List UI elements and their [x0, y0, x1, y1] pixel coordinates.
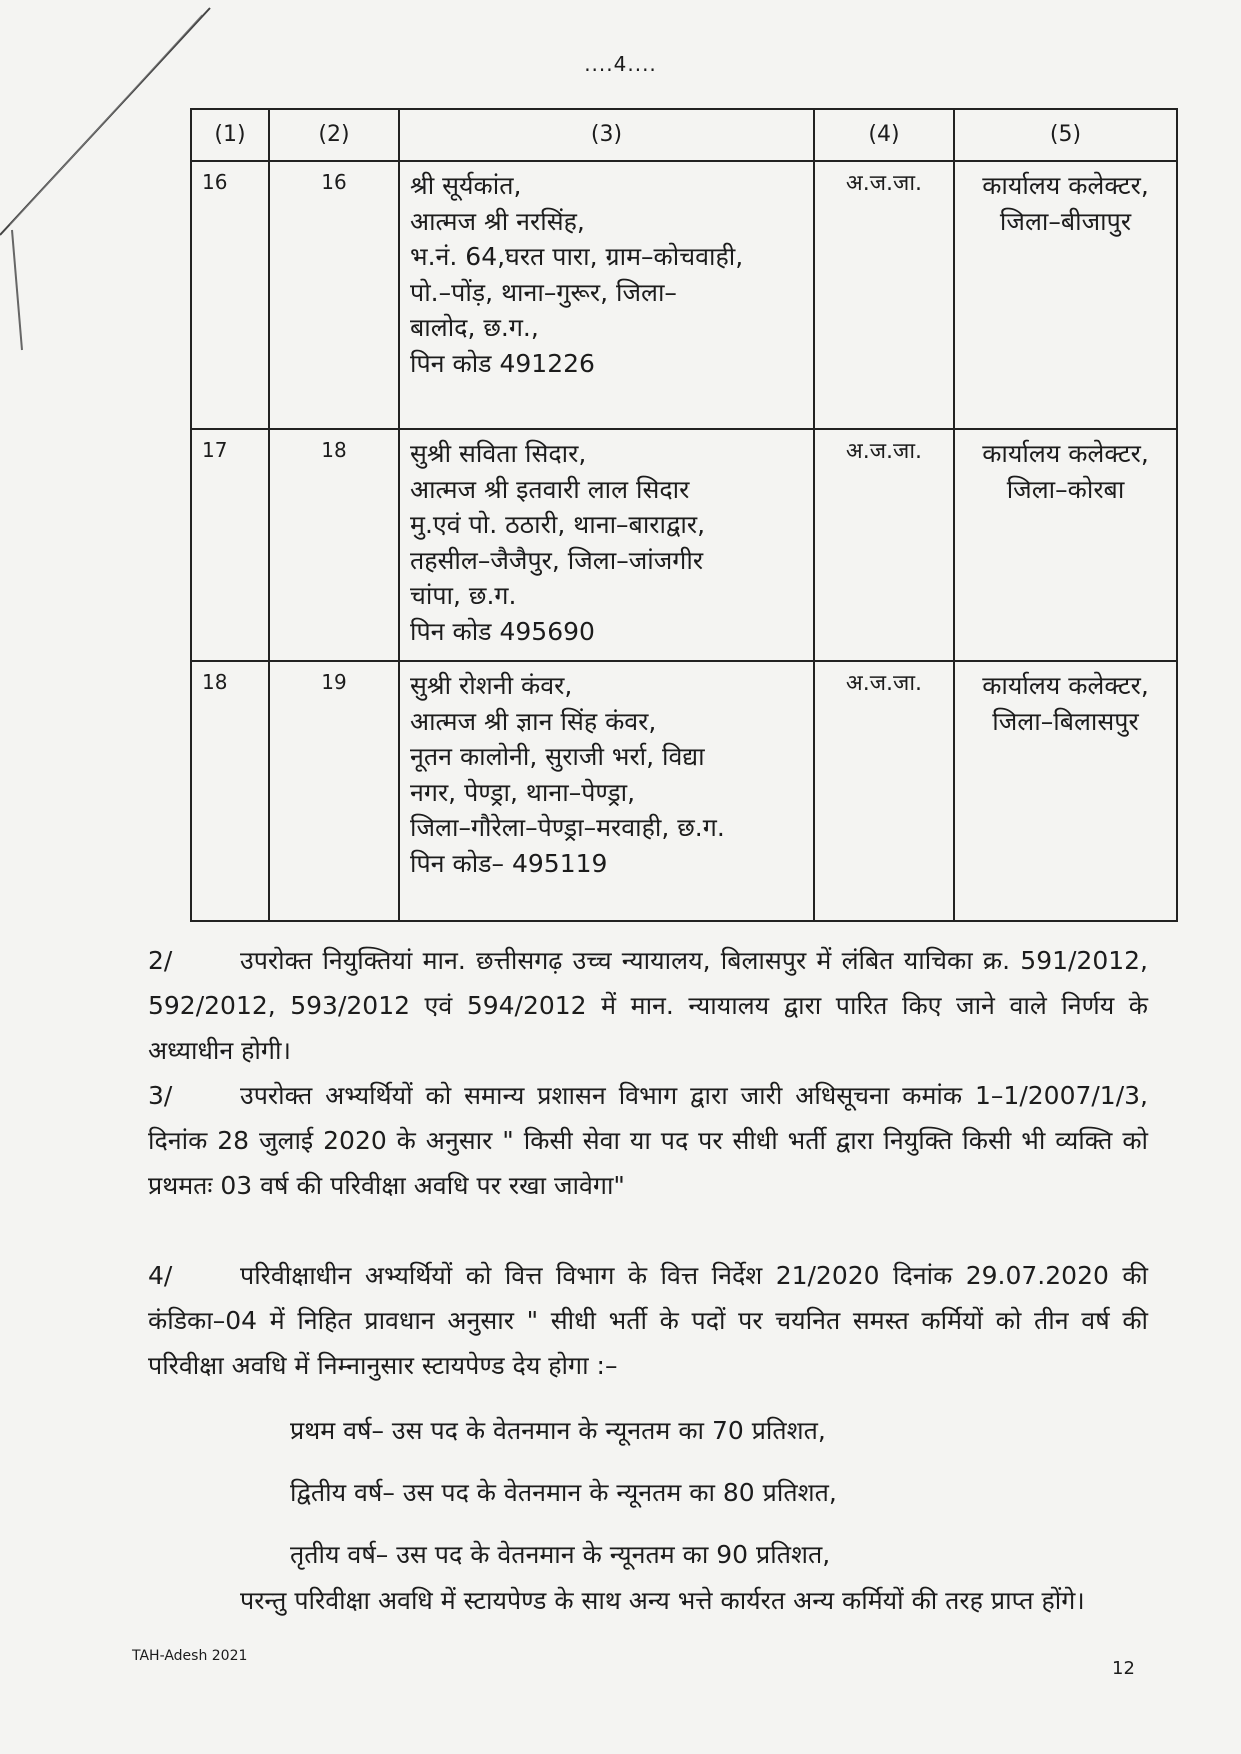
stipend-item: तृतीय वर्ष– उस पद के वेतनमान के न्यूनतम का 90 प्रतिशत, [290, 1540, 831, 1569]
address-line: पिन कोड 495690 [410, 616, 595, 646]
paragraph-text: उपरोक्त नियुक्तियां मान. छत्तीसगढ़ उच्च न्यायालय, बिलासपुर में लंबित याचिका क्र. 591/2012, 592/2012, 593/2012 एवं 594/2012 में मान. न्यायालय द्वारा पारित किए जाने वाले निर्णय के अध्याधीन होगी। [148, 946, 1148, 1065]
address-line: आत्मज श्री ज्ञान सिंह कंवर, [410, 706, 657, 736]
address-line: जिला–गौरेला–पेण्ड्रा–मरवाही, छ.ग. [410, 813, 725, 842]
address-line: नूतन कालोनी, सुराजी भर्रा, विद्या [410, 742, 705, 771]
address-line: मु.एवं पो. ठठारी, थाना–बाराद्वार, [410, 510, 706, 539]
paragraph-4 [148, 1253, 1148, 1388]
paragraph-number: 3/ [148, 1081, 173, 1110]
serial-cell: 16 [191, 161, 269, 429]
column-header: (4) [814, 109, 954, 161]
address-line: तहसील–जैजैपुर, जिला–जांजगीर [410, 545, 704, 575]
category-cell: अ.ज.जा. [814, 429, 954, 661]
office-cell [954, 429, 1177, 661]
stipend-item: द्वितीय वर्ष– उस पद के वेतनमान के न्यूनतम का 80 प्रतिशत, [290, 1478, 837, 1507]
table-row [191, 661, 1177, 921]
candidate-table [190, 108, 1178, 922]
address-line: पिन कोड– 495119 [410, 848, 608, 878]
page-number: 12 [1112, 1658, 1135, 1679]
address-cell [399, 661, 814, 921]
paragraph-2 [148, 938, 1148, 1073]
address-cell [399, 161, 814, 429]
closing-paragraph: परन्तु परिवीक्षा अवधि में स्टायपेण्ड के साथ अन्य भत्ते कार्यरत अन्य कर्मियों की तरह प्राप्त होंगे। [240, 1586, 1085, 1615]
column-header: (2) [269, 109, 399, 161]
column-header: (3) [399, 109, 814, 161]
paragraph-text: उपरोक्त अभ्यर्थियों को समान्य प्रशासन विभाग द्वारा जारी अधिसूचना कमांक 1–1/2007/1/3, दिनांक 28 जुलाई 2020 के अनुसार " किसी सेवा या पद पर सीधी भर्ती द्वारा नियुक्ति किसी भी व्यक्ति को प्रथमतः 03 वर्ष की परिवीक्षा अवधि पर रखा जावेगा" [148, 1081, 1148, 1200]
table-header-row [191, 109, 1177, 161]
office-line: कार्यालय कलेक्टर, [982, 671, 1149, 700]
address-line: सुश्री सविता सिदार, [410, 439, 587, 468]
address-line: आत्मज श्री नरसिंह, [410, 206, 585, 236]
table-row [191, 429, 1177, 661]
address-line: पो.–पोंड़, थाना–गुरूर, जिला– [410, 277, 677, 307]
paragraph-number: 4/ [148, 1261, 173, 1290]
address-cell [399, 429, 814, 661]
office-line: कार्यालय कलेक्टर, [982, 171, 1149, 200]
merit-no-cell: 16 [269, 161, 399, 429]
address-line: नगर, पेण्ड्रा, थाना–पेण्ड्रा, [410, 777, 636, 807]
address-line: आत्मज श्री इतवारी लाल सिदार [410, 474, 690, 504]
address-line: श्री सूर्यकांत, [410, 171, 522, 200]
address-line: पिन कोड 491226 [410, 348, 595, 378]
paragraph-number: 2/ [148, 946, 173, 975]
address-line: चांपा, छ.ग. [410, 581, 517, 610]
office-line: कार्यालय कलेक्टर, [982, 439, 1149, 468]
office-cell [954, 661, 1177, 921]
office-line: जिला–बीजापुर [999, 206, 1132, 236]
address-line: बालोद, छ.ग., [410, 313, 539, 342]
office-line: जिला–बिलासपुर [992, 706, 1139, 736]
paragraph-3 [148, 1073, 1148, 1208]
serial-cell: 18 [191, 661, 269, 921]
office-cell [954, 161, 1177, 429]
file-reference: TAH-Adesh 2021 [132, 1648, 248, 1664]
category-cell: अ.ज.जा. [814, 661, 954, 921]
address-line: भ.नं. 64,घरत पारा, ग्राम–कोचवाही, [410, 242, 744, 271]
office-line: जिला–कोरबा [1006, 474, 1125, 504]
merit-no-cell: 19 [269, 661, 399, 921]
page-marker: ....4.... [584, 52, 657, 76]
stipend-list [290, 1400, 837, 1586]
paragraph-text: परिवीक्षाधीन अभ्यर्थियों को वित्त विभाग के वित्त निर्देश 21/2020 दिनांक 29.07.2020 की कंडिका–04 में निहित प्रावधान अनुसार " सीधी भर्ती के पदों पर चयनित समस्त कर्मियों को तीन वर्ष की परिवीक्षा अवधि में निम्नानुसार स्टायपेण्ड देय होगा :– [148, 1261, 1148, 1380]
address-line: सुश्री रोशनी कंवर, [410, 671, 573, 700]
serial-cell: 17 [191, 429, 269, 661]
table-row [191, 161, 1177, 429]
column-header: (1) [191, 109, 269, 161]
merit-no-cell: 18 [269, 429, 399, 661]
stipend-item: प्रथम वर्ष– उस पद के वेतनमान के न्यूनतम का 70 प्रतिशत, [290, 1416, 826, 1445]
category-cell: अ.ज.जा. [814, 161, 954, 429]
column-header: (5) [954, 109, 1177, 161]
